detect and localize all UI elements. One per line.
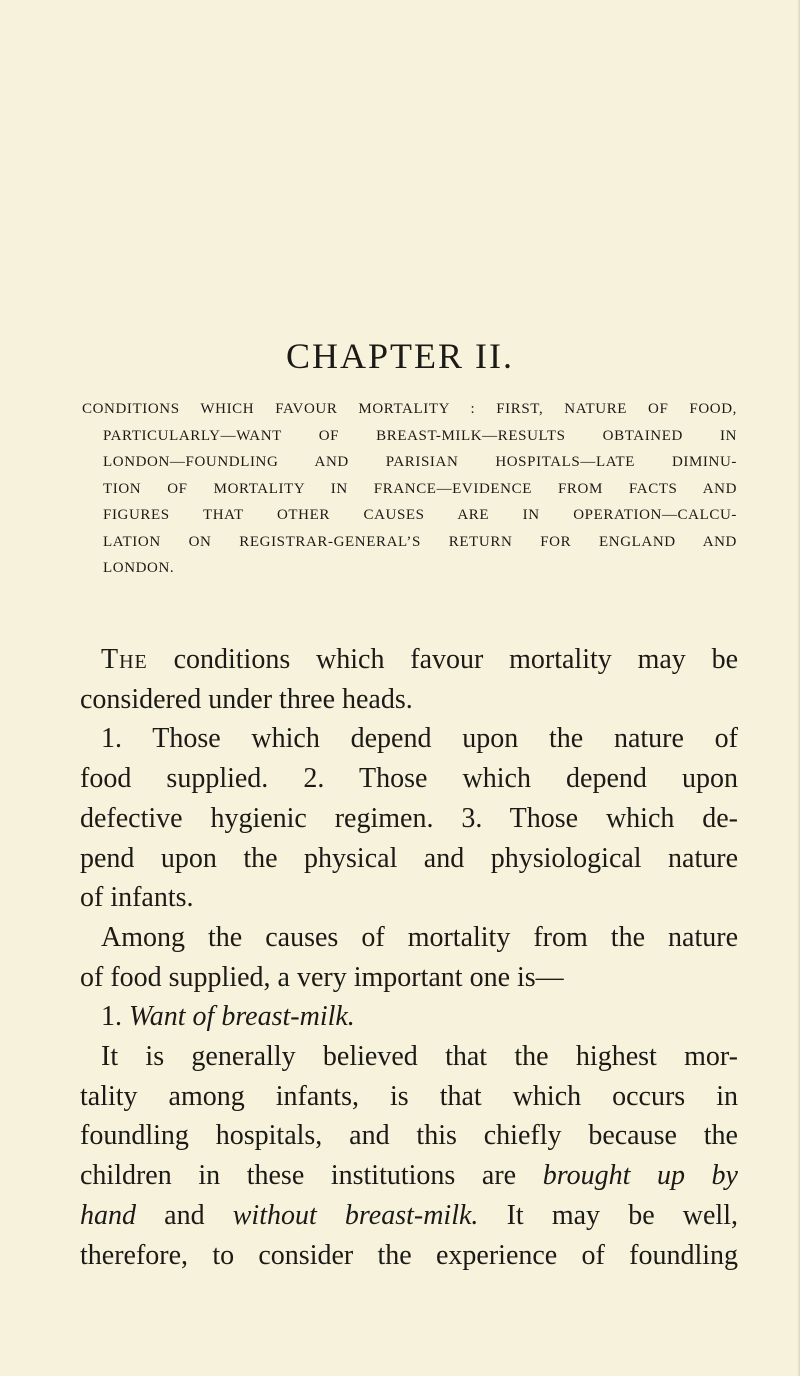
body-text [80,640,738,1275]
paragraph-line: therefore, to consider the experience of foundling [80,1239,738,1271]
opening-word: The [101,644,148,675]
paragraph-line: defective hygienic regimen. 3. Those which de- [80,802,738,834]
paragraph-line: pend upon the physical and physiological nature [80,842,738,874]
paragraph-line: foundling hospitals, and this chiefly because the [80,1120,738,1152]
paragraph-line: considered under three heads. [80,683,413,715]
summary-line: LATION ON REGISTRAR-GENERAL’S RETURN FOR ENGLAND AND [103,533,737,550]
paragraph-line: The conditions which favour mortality may be [101,644,738,675]
paragraph-line: food supplied. 2. Those which depend upon [80,763,738,795]
summary-line: CONDITIONS WHICH FAVOUR MORTALITY : FIRST, NATURE OF FOOD, [82,401,737,417]
summary-line: FIGURES THAT OTHER CAUSES ARE IN OPERATION—CALCU- [103,507,737,523]
paragraph-line: 1. Those which depend upon the nature of [101,723,738,755]
paragraph-line: of infants. [80,882,194,914]
summary-line: LONDON. [103,560,175,576]
paragraph-line: It is generally believed that the highest mor- [101,1041,738,1073]
chapter-title: CHAPTER II. [286,336,514,376]
paragraph-line: hand and without breast-milk. It may be well, [80,1199,738,1231]
paragraph-line: of food supplied, a very important one is— [80,961,564,993]
paragraph-line: children in these institutions are brought up by [80,1160,738,1192]
chapter-summary [82,396,737,582]
paragraph-line: tality among infants, is that which occurs in [80,1080,738,1112]
summary-line: PARTICULARLY—WANT OF BREAST-MILK—RESULTS OBTAINED IN [103,427,737,444]
summary-line: LONDON—FOUNDLING AND PARISIAN HOSPITALS—LATE DIMINU- [103,454,737,470]
summary-line: TION OF MORTALITY IN FRANCE—EVIDENCE FROM FACTS AND [103,480,737,497]
paragraph-line: Among the causes of mortality from the nature [101,921,738,953]
section-heading: 1. Want of breast-milk. [101,1001,355,1033]
